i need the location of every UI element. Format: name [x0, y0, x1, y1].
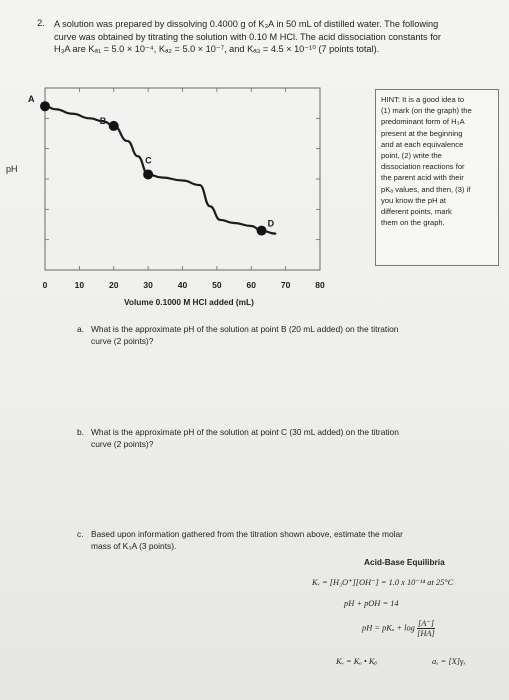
hint-line: them on the graph. [381, 218, 445, 228]
hint-line: (1) mark (on the graph) the [381, 106, 472, 116]
part-b-letter: b. [77, 427, 84, 437]
intro-line: curve was obtained by titrating the solution with 0.10 M HCl. The acid dissociation constants for [54, 31, 441, 42]
point-c-label: C [145, 155, 152, 166]
curve-layer [45, 106, 275, 233]
hint-line: the parent acid with their [381, 173, 464, 183]
question-number: 2. [37, 18, 45, 29]
ph-poh-equation: pH + pOH = 14 [344, 599, 399, 608]
intro-line: A solution was prepared by dissolving 0.4000 g of K₃A in 50 mL of distilled water. The following [54, 19, 439, 29]
hint-line: you know the pH at [381, 195, 447, 205]
part-c-line: Based upon information gathered from the titration shown above, estimate the molar [91, 529, 403, 539]
point-d-label: D [267, 218, 275, 229]
part-b-line: What is the approximate pH of the solution at point C (30 mL added) on the titration [91, 427, 399, 437]
x-tick-label: 60 [246, 280, 256, 290]
hint-line: pKₐ values, and then, (3) if [381, 184, 471, 194]
henderson-hasselbalch-equation [362, 619, 435, 638]
hh-numerator: [A⁻] [417, 619, 434, 628]
titration-curve-line [45, 106, 275, 233]
x-tick-label: 40 [177, 280, 188, 290]
y-axis-label: pH [6, 164, 18, 174]
point-c-marker [143, 169, 153, 179]
hint-line: dissociation reactions for [381, 162, 465, 172]
point-a-label: A [28, 94, 35, 105]
x-tick-label: 50 [212, 280, 222, 290]
part-a-letter: a. [77, 324, 84, 334]
x-tick-label: 70 [280, 280, 291, 290]
hint-line: and at each equivalence [381, 139, 464, 149]
x-tick-label: 30 [143, 280, 153, 290]
equations-title: Acid-Base Equilibria [364, 557, 445, 567]
hh-fraction [417, 619, 435, 638]
hint-box [375, 89, 499, 266]
kw-equation: Kᵥ = [H₃O⁺][OH⁻] = 1.0 x 10⁻¹⁴ at 25°C [312, 578, 454, 587]
activity-equation: aₓ = [X]γₓ [432, 657, 466, 666]
point-a-marker [40, 101, 50, 111]
hint-line: different points, mark [381, 207, 452, 217]
hint-line: present at the beginning [381, 128, 463, 138]
hint-line: predominant form of H₃A [381, 117, 465, 127]
x-tick-label: 80 [315, 280, 325, 290]
chart-axes [45, 88, 320, 270]
part-c-letter: c. [77, 529, 84, 539]
point-b-marker [109, 121, 119, 131]
points-layer [28, 94, 275, 235]
intro-line: H₃A are Kₐ₁ = 5.0 × 10⁻⁴, Kₐ₂ = 5.0 × 10⁻⁷, and Kₐ₃ = 4.5 × 10⁻¹⁰ (7 points total). [54, 44, 380, 54]
x-axis-label: Volume 0.1000 M HCl added (mL) [124, 297, 254, 307]
part-a-line: curve (2 points)? [91, 335, 154, 346]
kw-ka-kb-equation: Kᵥ = Kₐ • Kᵦ [336, 657, 377, 666]
x-tick-label: 10 [74, 280, 85, 290]
x-tick-label: 0 [42, 280, 48, 290]
part-a-line: What is the approximate pH of the solution at point B (20 mL added) on the titration [91, 324, 399, 334]
hint-line: point, (2) write the [381, 151, 442, 161]
part-c-line: mass of K₃A (3 points). [91, 540, 177, 551]
point-b-label: B [99, 115, 107, 126]
hint-line: HINT: It is a good idea to [381, 95, 465, 104]
tick-labels-layer [43, 280, 325, 290]
x-tick-label: 20 [109, 280, 119, 290]
hh-denominator: [HA] [417, 629, 435, 638]
hh-left: pH = pKₐ + log [362, 623, 415, 633]
point-d-marker [257, 226, 267, 236]
plot-frame [45, 88, 320, 270]
part-b-line: curve (2 points)? [91, 438, 154, 449]
